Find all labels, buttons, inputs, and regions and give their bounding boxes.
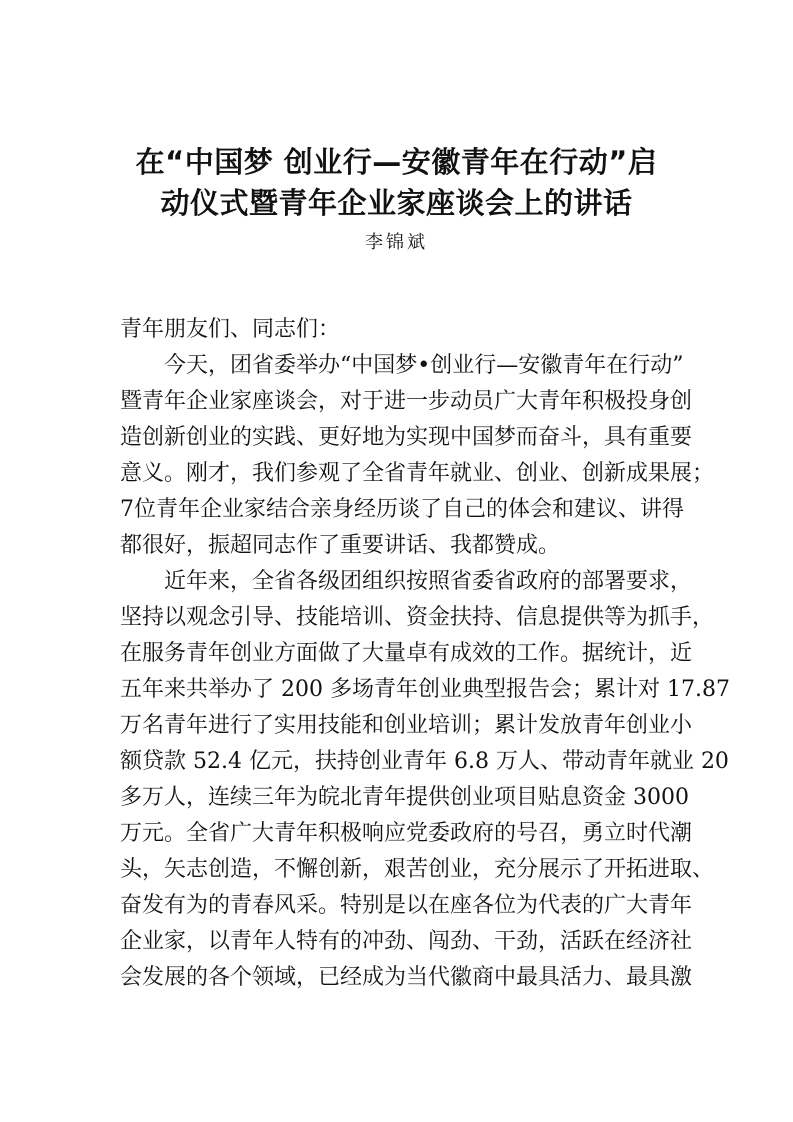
text-line: 都很好，振超同志作了重要讲话、我都赞成。 (120, 533, 561, 558)
text-line: 多万人，连续三年为皖北青年提供创业项目贴息资金 3000 (120, 785, 689, 810)
text-line: 今天，团省委举办“中国梦•创业行—安徽青年在行动” (164, 353, 684, 378)
paragraph-2 (120, 564, 730, 996)
text-line: 7位青年企业家结合亲身经历谈了自己的体会和建议、讲得 (120, 497, 684, 522)
text-line: 在服务青年创业方面做了大量卓有成效的工作。据统计，近 (120, 641, 693, 666)
text-line: 意义。刚才，我们参观了全省青年就业、创业、创新成果展； (120, 461, 715, 486)
text-line: 造创新创业的实践、更好地为实现中国梦而奋斗，具有重要 (120, 425, 693, 450)
text-line: 五年来共举办了 200 多场青年创业典型报告会；累计对 17.87 (120, 677, 730, 702)
document-title-line-2: 动仪式暨青年企业家座谈会上的讲话 (160, 186, 633, 220)
text-line: 近年来，全省各级团组织按照省委省政府的部署要求， (164, 569, 693, 594)
text-line: 坚持以观念引导、技能培训、资金扶持、信息提供等为抓手， (120, 605, 715, 630)
text-line: 头，矢志创造，不懈创新，艰苦创业，充分展示了开拓进取、 (120, 857, 715, 882)
text-line: 万元。全省广大青年积极响应党委政府的号召，勇立时代潮 (120, 821, 693, 846)
text-line: 奋发有为的青春风采。特别是以在座各位为代表的广大青年 (120, 893, 693, 918)
text-line: 额贷款 52.4 亿元，扶持创业青年 6.8 万人、带动青年就业 20 (120, 749, 729, 774)
text-line: 暨青年企业家座谈会，对于进一步动员广大青年积极投身创 (120, 389, 693, 414)
salutation: 青年朋友们、同志们： (120, 317, 341, 342)
text-line: 会发展的各个领域，已经成为当代徽商中最具活力、最具激 (120, 965, 693, 990)
text-line: 万名青年进行了实用技能和创业培训；累计发放青年创业小 (120, 713, 693, 738)
text-line: 企业家，以青年人特有的冲劲、闯劲、干劲，活跃在经济社 (120, 929, 693, 954)
document-title-line-1: 在“中国梦 创业行—安徽青年在行动”启 (135, 145, 658, 179)
paragraph-1 (120, 348, 715, 564)
document-body (120, 312, 730, 996)
author-name: 李锦斌 (365, 232, 428, 253)
